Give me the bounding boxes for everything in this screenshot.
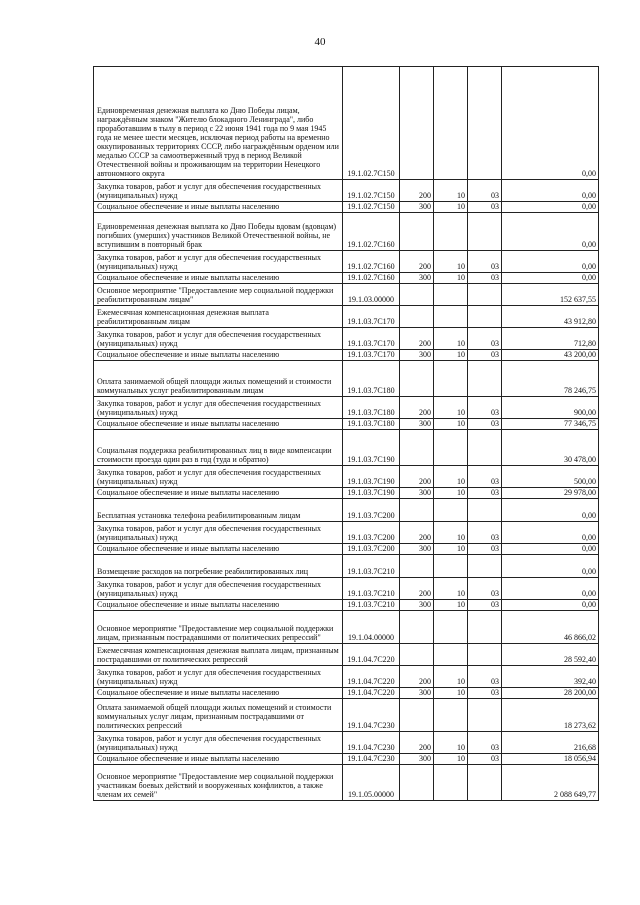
row-section: 10: [434, 732, 468, 754]
table-row: [94, 732, 599, 754]
row-expense-type: 300: [400, 688, 434, 699]
table-row: [94, 213, 599, 251]
row-description: Социальное обеспечение и иные выплаты населению: [94, 600, 343, 611]
row-description: Единовременная денежная выплата ко Дню Победы лицам, награждённым знаком "Жителю блокадного Ленинграда", либо проработавшим в тылу в период с 22 июня 1941 года по 9 мая 1945 года не менее шести месяцев, исключая период работы на временно оккупированных территориях СССР, либо награждённым орденом или медалью СССР за самоотверженный труд в период Великой Отечественной войны и проживающим на территории Ненецкого автономного округа: [94, 67, 343, 180]
row-target-code: 19.1.03.7С180: [343, 419, 400, 430]
row-description: Основное мероприятие "Предоставление мер социальной поддержки лицам, признанным пострадавшими от политических репрессий": [94, 611, 343, 644]
table-row: [94, 306, 599, 328]
row-target-code: 19.1.03.7С200: [343, 499, 400, 522]
row-amount: 216,68: [502, 732, 599, 754]
row-expense-type: [400, 644, 434, 666]
table-row: [94, 600, 599, 611]
table-row: [94, 499, 599, 522]
row-description: Закупка товаров, работ и услуг для обеспечения государственных (муниципальных) нужд: [94, 251, 343, 273]
row-expense-type: 200: [400, 732, 434, 754]
row-expense-type: 300: [400, 544, 434, 555]
row-subsection: [468, 213, 502, 251]
row-description: Социальное обеспечение и иные выплаты населению: [94, 273, 343, 284]
row-amount: 0,00: [502, 578, 599, 600]
row-target-code: 19.1.03.7С170: [343, 350, 400, 361]
row-subsection: 03: [468, 251, 502, 273]
row-target-code: 19.1.03.00000: [343, 284, 400, 306]
row-target-code: 19.1.02.7С160: [343, 213, 400, 251]
row-subsection: 03: [468, 202, 502, 213]
row-subsection: [468, 284, 502, 306]
row-target-code: 19.1.04.7С230: [343, 754, 400, 765]
row-subsection: [468, 361, 502, 397]
row-amount: 29 978,00: [502, 488, 599, 499]
row-section: 10: [434, 666, 468, 688]
row-amount: 900,00: [502, 397, 599, 419]
row-amount: 28 200,00: [502, 688, 599, 699]
row-amount: 0,00: [502, 202, 599, 213]
row-amount: 77 346,75: [502, 419, 599, 430]
row-amount: 43 200,00: [502, 350, 599, 361]
table-row: [94, 202, 599, 213]
row-description: Социальное обеспечение и иные выплаты населению: [94, 350, 343, 361]
row-amount: 28 592,40: [502, 644, 599, 666]
table-row: [94, 251, 599, 273]
row-subsection: [468, 765, 502, 801]
row-subsection: [468, 611, 502, 644]
row-subsection: 03: [468, 754, 502, 765]
row-description: Социальное обеспечение и иные выплаты населению: [94, 419, 343, 430]
row-section: [434, 499, 468, 522]
row-description: Бесплатная установка телефона реабилитированным лицам: [94, 499, 343, 522]
row-amount: 0,00: [502, 180, 599, 202]
row-description: Социальное обеспечение и иные выплаты населению: [94, 754, 343, 765]
row-section: 10: [434, 522, 468, 544]
row-amount: 0,00: [502, 522, 599, 544]
row-description: Социальное обеспечение и иные выплаты населению: [94, 688, 343, 699]
table-row: [94, 754, 599, 765]
row-section: 10: [434, 397, 468, 419]
row-section: [434, 644, 468, 666]
row-description: Возмещение расходов на погребение реабилитированных лиц: [94, 555, 343, 578]
row-target-code: 19.1.03.7С170: [343, 306, 400, 328]
row-subsection: 03: [468, 466, 502, 488]
row-target-code: 19.1.02.7С150: [343, 202, 400, 213]
row-target-code: 19.1.02.7С150: [343, 67, 400, 180]
row-subsection: 03: [468, 397, 502, 419]
row-description: Закупка товаров, работ и услуг для обеспечения государственных (муниципальных) нужд: [94, 328, 343, 350]
row-section: 10: [434, 419, 468, 430]
row-expense-type: 200: [400, 251, 434, 273]
table-row: [94, 488, 599, 499]
row-target-code: 19.1.03.7С200: [343, 522, 400, 544]
row-amount: 0,00: [502, 213, 599, 251]
row-subsection: [468, 699, 502, 732]
row-target-code: 19.1.03.7С210: [343, 578, 400, 600]
row-section: 10: [434, 350, 468, 361]
row-section: 10: [434, 328, 468, 350]
table-row: [94, 430, 599, 466]
row-expense-type: [400, 306, 434, 328]
row-target-code: 19.1.03.7С190: [343, 430, 400, 466]
row-section: 10: [434, 754, 468, 765]
table-row: [94, 284, 599, 306]
row-section: 10: [434, 600, 468, 611]
row-section: 10: [434, 273, 468, 284]
row-expense-type: 300: [400, 488, 434, 499]
table-row: [94, 361, 599, 397]
row-expense-type: [400, 555, 434, 578]
row-description: Закупка товаров, работ и услуг для обеспечения государственных (муниципальных) нужд: [94, 522, 343, 544]
row-section: [434, 699, 468, 732]
row-amount: 43 912,80: [502, 306, 599, 328]
row-description: Закупка товаров, работ и услуг для обеспечения государственных (муниципальных) нужд: [94, 666, 343, 688]
row-subsection: [468, 555, 502, 578]
table-body: [94, 67, 599, 801]
row-section: [434, 611, 468, 644]
row-target-code: 19.1.04.7С220: [343, 644, 400, 666]
row-target-code: 19.1.04.7С220: [343, 666, 400, 688]
row-target-code: 19.1.03.7С190: [343, 488, 400, 499]
row-section: [434, 555, 468, 578]
row-subsection: 03: [468, 419, 502, 430]
row-expense-type: 300: [400, 273, 434, 284]
row-amount: 392,40: [502, 666, 599, 688]
row-expense-type: 200: [400, 466, 434, 488]
row-description: Основное мероприятие "Предоставление мер социальной поддержки участникам боевых действий и вооруженных конфликтов, а также членам их семей": [94, 765, 343, 801]
row-expense-type: 200: [400, 666, 434, 688]
row-subsection: 03: [468, 350, 502, 361]
row-expense-type: 300: [400, 600, 434, 611]
row-description: Социальное обеспечение и иные выплаты населению: [94, 488, 343, 499]
row-expense-type: [400, 765, 434, 801]
row-section: [434, 361, 468, 397]
row-target-code: 19.1.03.7С210: [343, 555, 400, 578]
row-amount: 46 866,02: [502, 611, 599, 644]
row-expense-type: 300: [400, 419, 434, 430]
table-row: [94, 273, 599, 284]
table-row: [94, 699, 599, 732]
table-row: [94, 180, 599, 202]
table-row: [94, 522, 599, 544]
row-section: 10: [434, 180, 468, 202]
row-description: Социальная поддержка реабилитированных лиц в виде компенсации стоимости проезда один раз в год (туда и обратно): [94, 430, 343, 466]
row-subsection: 03: [468, 578, 502, 600]
row-description: Ежемесячная компенсационная денежная выплата реабилитированным лицам: [94, 306, 343, 328]
table-row: [94, 644, 599, 666]
row-section: [434, 765, 468, 801]
table-row: [94, 611, 599, 644]
row-subsection: 03: [468, 488, 502, 499]
row-expense-type: 300: [400, 754, 434, 765]
row-description: Оплата занимаемой общей площади жилых помещений и стоимости коммунальных услуг реабилитированным лицам: [94, 361, 343, 397]
row-expense-type: 200: [400, 180, 434, 202]
row-subsection: [468, 306, 502, 328]
row-description: Основное мероприятие "Предоставление мер социальной поддержки реабилитированным лицам": [94, 284, 343, 306]
row-subsection: 03: [468, 328, 502, 350]
row-subsection: [468, 644, 502, 666]
row-target-code: 19.1.04.7С230: [343, 699, 400, 732]
row-amount: 18 056,94: [502, 754, 599, 765]
row-target-code: 19.1.03.7С180: [343, 361, 400, 397]
table-row: [94, 328, 599, 350]
table-row: [94, 578, 599, 600]
table-row: [94, 555, 599, 578]
row-subsection: 03: [468, 666, 502, 688]
row-expense-type: [400, 499, 434, 522]
row-expense-type: 300: [400, 350, 434, 361]
table-row: [94, 544, 599, 555]
row-amount: 0,00: [502, 273, 599, 284]
table-row: [94, 666, 599, 688]
row-section: [434, 213, 468, 251]
row-amount: 0,00: [502, 67, 599, 180]
row-expense-type: [400, 67, 434, 180]
row-amount: 2 088 649,77: [502, 765, 599, 801]
row-target-code: 19.1.02.7С160: [343, 251, 400, 273]
row-target-code: 19.1.03.7С190: [343, 466, 400, 488]
row-subsection: [468, 499, 502, 522]
row-expense-type: [400, 361, 434, 397]
row-section: 10: [434, 202, 468, 213]
row-subsection: 03: [468, 732, 502, 754]
row-description: Ежемесячная компенсационная денежная выплата лицам, признанным пострадавшими от политических репрессий: [94, 644, 343, 666]
row-section: 10: [434, 488, 468, 499]
row-expense-type: [400, 611, 434, 644]
row-description: Социальное обеспечение и иные выплаты населению: [94, 544, 343, 555]
row-target-code: 19.1.03.7С170: [343, 328, 400, 350]
row-amount: 0,00: [502, 499, 599, 522]
row-subsection: 03: [468, 688, 502, 699]
row-expense-type: [400, 430, 434, 466]
row-description: Закупка товаров, работ и услуг для обеспечения государственных (муниципальных) нужд: [94, 397, 343, 419]
row-description: Единовременная денежная выплата ко Дню Победы вдовам (вдовцам) погибших (умерших) участников Великой Отечественной войны, не вступившим в повторный брак: [94, 213, 343, 251]
row-subsection: [468, 430, 502, 466]
row-amount: 152 637,55: [502, 284, 599, 306]
row-expense-type: 200: [400, 397, 434, 419]
row-amount: 78 246,75: [502, 361, 599, 397]
table-row: [94, 688, 599, 699]
row-target-code: 19.1.04.7С230: [343, 732, 400, 754]
row-target-code: 19.1.02.7С160: [343, 273, 400, 284]
row-target-code: 19.1.04.7С220: [343, 688, 400, 699]
row-target-code: 19.1.03.7С180: [343, 397, 400, 419]
row-subsection: 03: [468, 273, 502, 284]
row-target-code: 19.1.03.7С200: [343, 544, 400, 555]
row-expense-type: 200: [400, 522, 434, 544]
row-description: Закупка товаров, работ и услуг для обеспечения государственных (муниципальных) нужд: [94, 466, 343, 488]
table-row: [94, 397, 599, 419]
page-number: 40: [314, 36, 326, 48]
row-section: [434, 284, 468, 306]
row-expense-type: [400, 213, 434, 251]
row-section: 10: [434, 544, 468, 555]
row-expense-type: [400, 699, 434, 732]
row-description: Оплата занимаемой общей площади жилых помещений и стоимости коммунальных услуг лицам, признанным пострадавшими от политических репрессий: [94, 699, 343, 732]
row-description: Закупка товаров, работ и услуг для обеспечения государственных (муниципальных) нужд: [94, 180, 343, 202]
row-section: 10: [434, 466, 468, 488]
row-amount: 0,00: [502, 555, 599, 578]
row-amount: 18 273,62: [502, 699, 599, 732]
row-amount: 712,80: [502, 328, 599, 350]
row-expense-type: 300: [400, 202, 434, 213]
row-amount: 30 478,00: [502, 430, 599, 466]
row-target-code: 19.1.05.00000: [343, 765, 400, 801]
row-subsection: 03: [468, 544, 502, 555]
row-amount: 0,00: [502, 600, 599, 611]
row-amount: 0,00: [502, 544, 599, 555]
row-expense-type: 200: [400, 328, 434, 350]
row-subsection: [468, 67, 502, 180]
table-row: [94, 350, 599, 361]
row-section: [434, 430, 468, 466]
budget-table: [93, 66, 599, 801]
row-subsection: 03: [468, 180, 502, 202]
row-target-code: 19.1.03.7С210: [343, 600, 400, 611]
row-description: Социальное обеспечение и иные выплаты населению: [94, 202, 343, 213]
row-section: 10: [434, 688, 468, 699]
row-target-code: 19.1.04.00000: [343, 611, 400, 644]
row-description: Закупка товаров, работ и услуг для обеспечения государственных (муниципальных) нужд: [94, 578, 343, 600]
row-description: Закупка товаров, работ и услуг для обеспечения государственных (муниципальных) нужд: [94, 732, 343, 754]
row-section: [434, 306, 468, 328]
row-expense-type: [400, 284, 434, 306]
row-section: [434, 67, 468, 180]
row-amount: 500,00: [502, 466, 599, 488]
row-subsection: 03: [468, 522, 502, 544]
table-row: [94, 466, 599, 488]
row-section: 10: [434, 251, 468, 273]
row-amount: 0,00: [502, 251, 599, 273]
row-subsection: 03: [468, 600, 502, 611]
row-target-code: 19.1.02.7С150: [343, 180, 400, 202]
row-expense-type: 200: [400, 578, 434, 600]
table-row: [94, 67, 599, 180]
table-row: [94, 419, 599, 430]
table-row: [94, 765, 599, 801]
row-section: 10: [434, 578, 468, 600]
